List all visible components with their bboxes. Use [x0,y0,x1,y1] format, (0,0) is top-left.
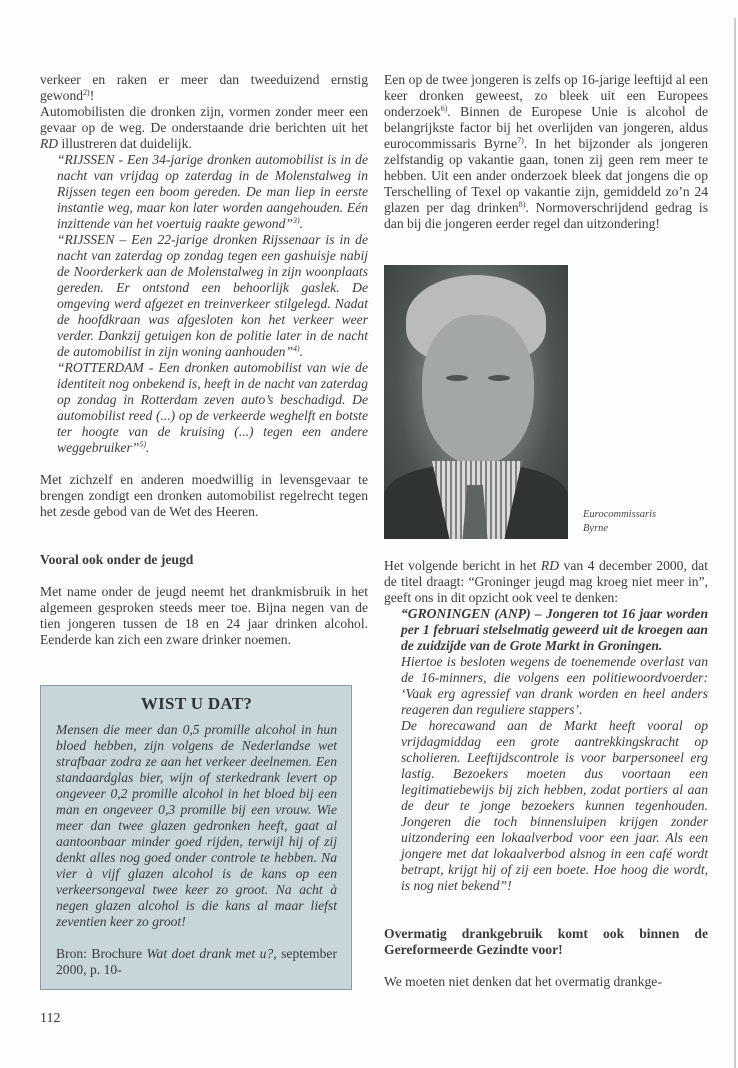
paragraph [40,104,368,152]
section-heading: Overmatig drankgebruik komt ook binnen de Gereformeerde Gezindte voor! [384,926,708,957]
text: Een op de twee jongeren is zelfs op 16-jarige leeftijd al een keer dronken geweest, zo bleek uit een Europees onderzoek [384,72,708,119]
emphasis: RD [540,558,560,573]
brochure-title: Wat doet drank met u? [146,946,274,961]
footnote-ref[interactable]: 6) [440,104,448,113]
news-quote-rijssen-1 [40,152,368,232]
news-quote-groningen-body: Hiertoe is besloten wegens de toenemende overlast van de 16-minners, die volgens een politiewoordvoerder: ‘Vaak erg agressief van drank worden en heel anders reageren dan reguliere stappers’. [401,654,708,717]
section-heading: Vooral ook onder de jeugd [40,552,194,567]
caption-line: Byrne [583,523,609,534]
footnote-ref[interactable]: 4) [293,344,300,353]
text: van 4 december 2000, dat de titel draagt: “Groninger jeugd mag kroeg niet meer in”, geeft ons in dit opzicht ook veel te denken: [384,558,708,605]
news-quote-groningen-body: De horecawand aan de Markt heeft vooral op vrijdagmiddag een grote aantrekkingskracht op scholieren. Leeftijdscontrole is voor barpersoneel erg lastig. Bezoekers moeten dus voortaan een legitimatiebewijs bij zich hebben, zodat portiers al aan de deur te jonge bezoekers kunnen tegenhouden. Jongeren die toch binnensluipen krijgen zonder uitzondering een lokaalverbod voor een jaar. Als een jongere met dat lokaalverbod alsnog in een café wordt betrapt, krijgt hij of zij een boete. Hoe hoog die wordt, is nog niet bekend”! [401,718,708,893]
text: “RIJSSEN - Een 34-jarige dronken automobilist is in de nacht van vrijdag op zaterdag in de Molenstalweg in Rijssen tegen een boom gereden. De man liep in eerste instantie weg, maar kon later worden aangehouden. Eén inzittende van het voertuig raakte gewond” [57,152,368,231]
text: ! [89,88,95,103]
page-number: 112 [40,1011,61,1026]
text: . [299,344,304,359]
right-column [384,72,708,232]
text: “ROTTERDAM - Een dronken automobilist van wie de identiteit nog onbekend is, heeft in de nacht van zaterdag op zondag in Rotterdam zeven auto’s beschadigd. De automobilist reed (...) op de verkeerde weghelft en botste ter hoogte van de kruising (...) tegen een andere weggebruiker” [57,360,368,455]
footnote-ref[interactable]: 8) [518,200,526,209]
spacer [40,536,368,552]
text: . In het bijzonder als jongeren zelfstandig op vakantie gaan, tonen zij geen rem meer te hebben. Uit een ander onderzoek bleek dat jongens die op Terschelling of Texel op vakantie zijn, gemiddeld zo’n 24 glazen per dag drinken [384,136,708,215]
text: . Normoverschrijdend gedrag is dan bij die jongeren eerder regel dan uitzondering! [384,200,708,231]
text: , september 2000, p. 10- [56,946,337,977]
text: Het volgende bericht in het [384,558,541,573]
footnote-ref[interactable]: 5) [139,440,146,449]
info-box-title: WIST U DAT? [140,694,253,713]
spacer [40,456,368,472]
news-quote-rijssen-2 [40,232,368,360]
paragraph [384,72,708,232]
text: Bron: Brochure [56,946,147,961]
text: illustreren dat duidelijk. [58,136,192,151]
paragraph: Met zichzelf en anderen moedwillig in levensgevaar te brengen zondigt een dronken automobilist regelrecht tegen het zesde gebod van de Wet des Heeren. [40,472,368,519]
spacer [384,894,708,910]
text: Automobilisten die dronken zijn, vormen zonder meer een gevaar op de weg. De onderstaande drie berichten uit het [40,104,368,135]
info-box-source [56,946,337,978]
news-quote-rotterdam [40,360,368,456]
portrait-photo [384,265,568,539]
emphasis: RD [40,136,59,151]
paragraph: Met name onder de jeugd neemt het drankmisbruik in het algemeen gesproken steeds meer toe. Bijna negen van de tien jongeren tussen de 18 en 24 jaar drinken alcohol. Eenderde kan zich een zware drinker noemen. [40,584,368,647]
photo-face [422,315,534,465]
paragraph: We moeten niet denken dat het overmatig drankge- [384,974,662,989]
spacer [384,958,708,974]
news-quote-groningen-lead: “GRONINGEN (ANP) – Jongeren tot 16 jaar worden per 1 februari stelselmatig geweerd uit de kroegen aan de zuidzijde van de Grote Markt in Groningen. [401,606,708,653]
paragraph [384,558,708,606]
footnote-ref[interactable]: 7) [517,136,524,145]
text: verkeer en raken er meer dan tweeduizend ernstig gewond [40,72,368,103]
photo-caption [583,508,656,536]
text: . Binnen de Europese Unie is alcohol de belangrijkste factor bij het overlijden van jongeren, aldus eurocommissaris Byrne [384,104,708,151]
text: . [145,440,150,455]
spacer [40,568,368,584]
footnote-ref[interactable]: 3) [292,216,300,225]
caption-line: Eurocommissaris [583,509,657,520]
paragraph [40,72,368,104]
photo-eye [488,375,510,381]
footnote-ref[interactable]: 2) [83,88,90,97]
photo-eye [446,375,468,381]
spacer [40,520,368,536]
info-box [40,685,352,990]
left-column [40,72,368,648]
page-edge-divider [734,18,736,1068]
text: “RIJSSEN – Een 22-jarige dronken Rijssenaar is in de nacht van zaterdag op zondag tegen een gashuisje nabij de Noorderkerk aan de Molenstalweg in zijn woonplaats gereden. Er ontstond een behoorlijk gaslek. De omgeving werd afgezet en treinverkeer stilgelegd. Nadat de hoofdkraan was afgesloten kon het verkeer weer verder. Dankzij getuigen kon de politie later in de nacht de automobilist in zijn woning aanhouden” [57,232,368,359]
spacer [384,910,708,926]
text: . [299,216,304,231]
info-box-body: Mensen die meer dan 0,5 promille alcohol in hun bloed hebben, zijn volgens de Nederlandse wet strafbaar zodra ze aan het verkeer deelnemen. Een standaardglas bier, wijn of sterkedrank levert op ongeveer 0,2 promille alcohol in het bloed bij een man en ongeveer 0,3 promille bij een vrouw. Wie meer dan twee glazen gedronken heeft, gaat al aantoonbaar minder goed rijden, terwijl hij of zij denkt alles nog goed onder controle te hebben. Na vier à vijf glazen alcohol is de kans op een verkeersongeval twee keer zo groot. Na acht à negen glazen alcohol is die kans al maar liefst zeventien keer zo groot! [56,722,337,929]
right-column-lower [384,558,708,990]
